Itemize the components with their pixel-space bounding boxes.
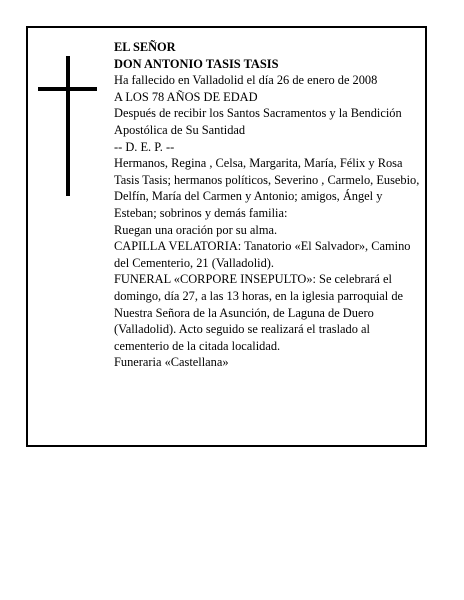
age-statement: A LOS 78 AÑOS DE EDAD <box>114 89 258 104</box>
prayer-request: Ruegan una oración por su alma. <box>114 222 278 237</box>
rip-line: -- D. E. P. -- <box>114 139 175 154</box>
deceased-name: DON ANTONIO TASIS TASIS <box>114 56 279 71</box>
deceased-title: EL SEÑOR <box>114 40 176 54</box>
sacraments-statement: Después de recibir los Santos Sacramentos y la Bendición Apostólica de Su Santidad <box>114 106 402 137</box>
funeral-info: FUNERAL «CORPORE INSEPULTO»: Se celebrará el domingo, día 27, a las 13 horas, en la iglesia parroquial de Nuestra Señora de la Asunción, de Laguna de Duero (Valladolid). Acto seguido se realizará el traslado al cementerio de la citada localidad. <box>114 272 404 353</box>
funeral-home: Funeraria «Castellana» <box>114 355 229 370</box>
family-list: Hermanos, Regina , Celsa, Margarita, María, Félix y Rosa Tasis Tasis; hermanos políticos, Severino , Carmelo, Eusebio, Delfín, María del Carmen y Antonio; amigos, Ángel y Esteban; sobrinos y demás familia: <box>114 156 420 220</box>
obituary-text <box>114 39 426 371</box>
cross-icon <box>66 56 70 196</box>
chapel-info: CAPILLA VELATORIA: Tanatorio «El Salvador», Camino del Cementerio, 21 (Valladolid). <box>114 239 411 270</box>
cross-icon-crossbar <box>38 87 97 91</box>
death-statement: Ha fallecido en Valladolid el día 26 de enero de 2008 <box>114 73 378 88</box>
